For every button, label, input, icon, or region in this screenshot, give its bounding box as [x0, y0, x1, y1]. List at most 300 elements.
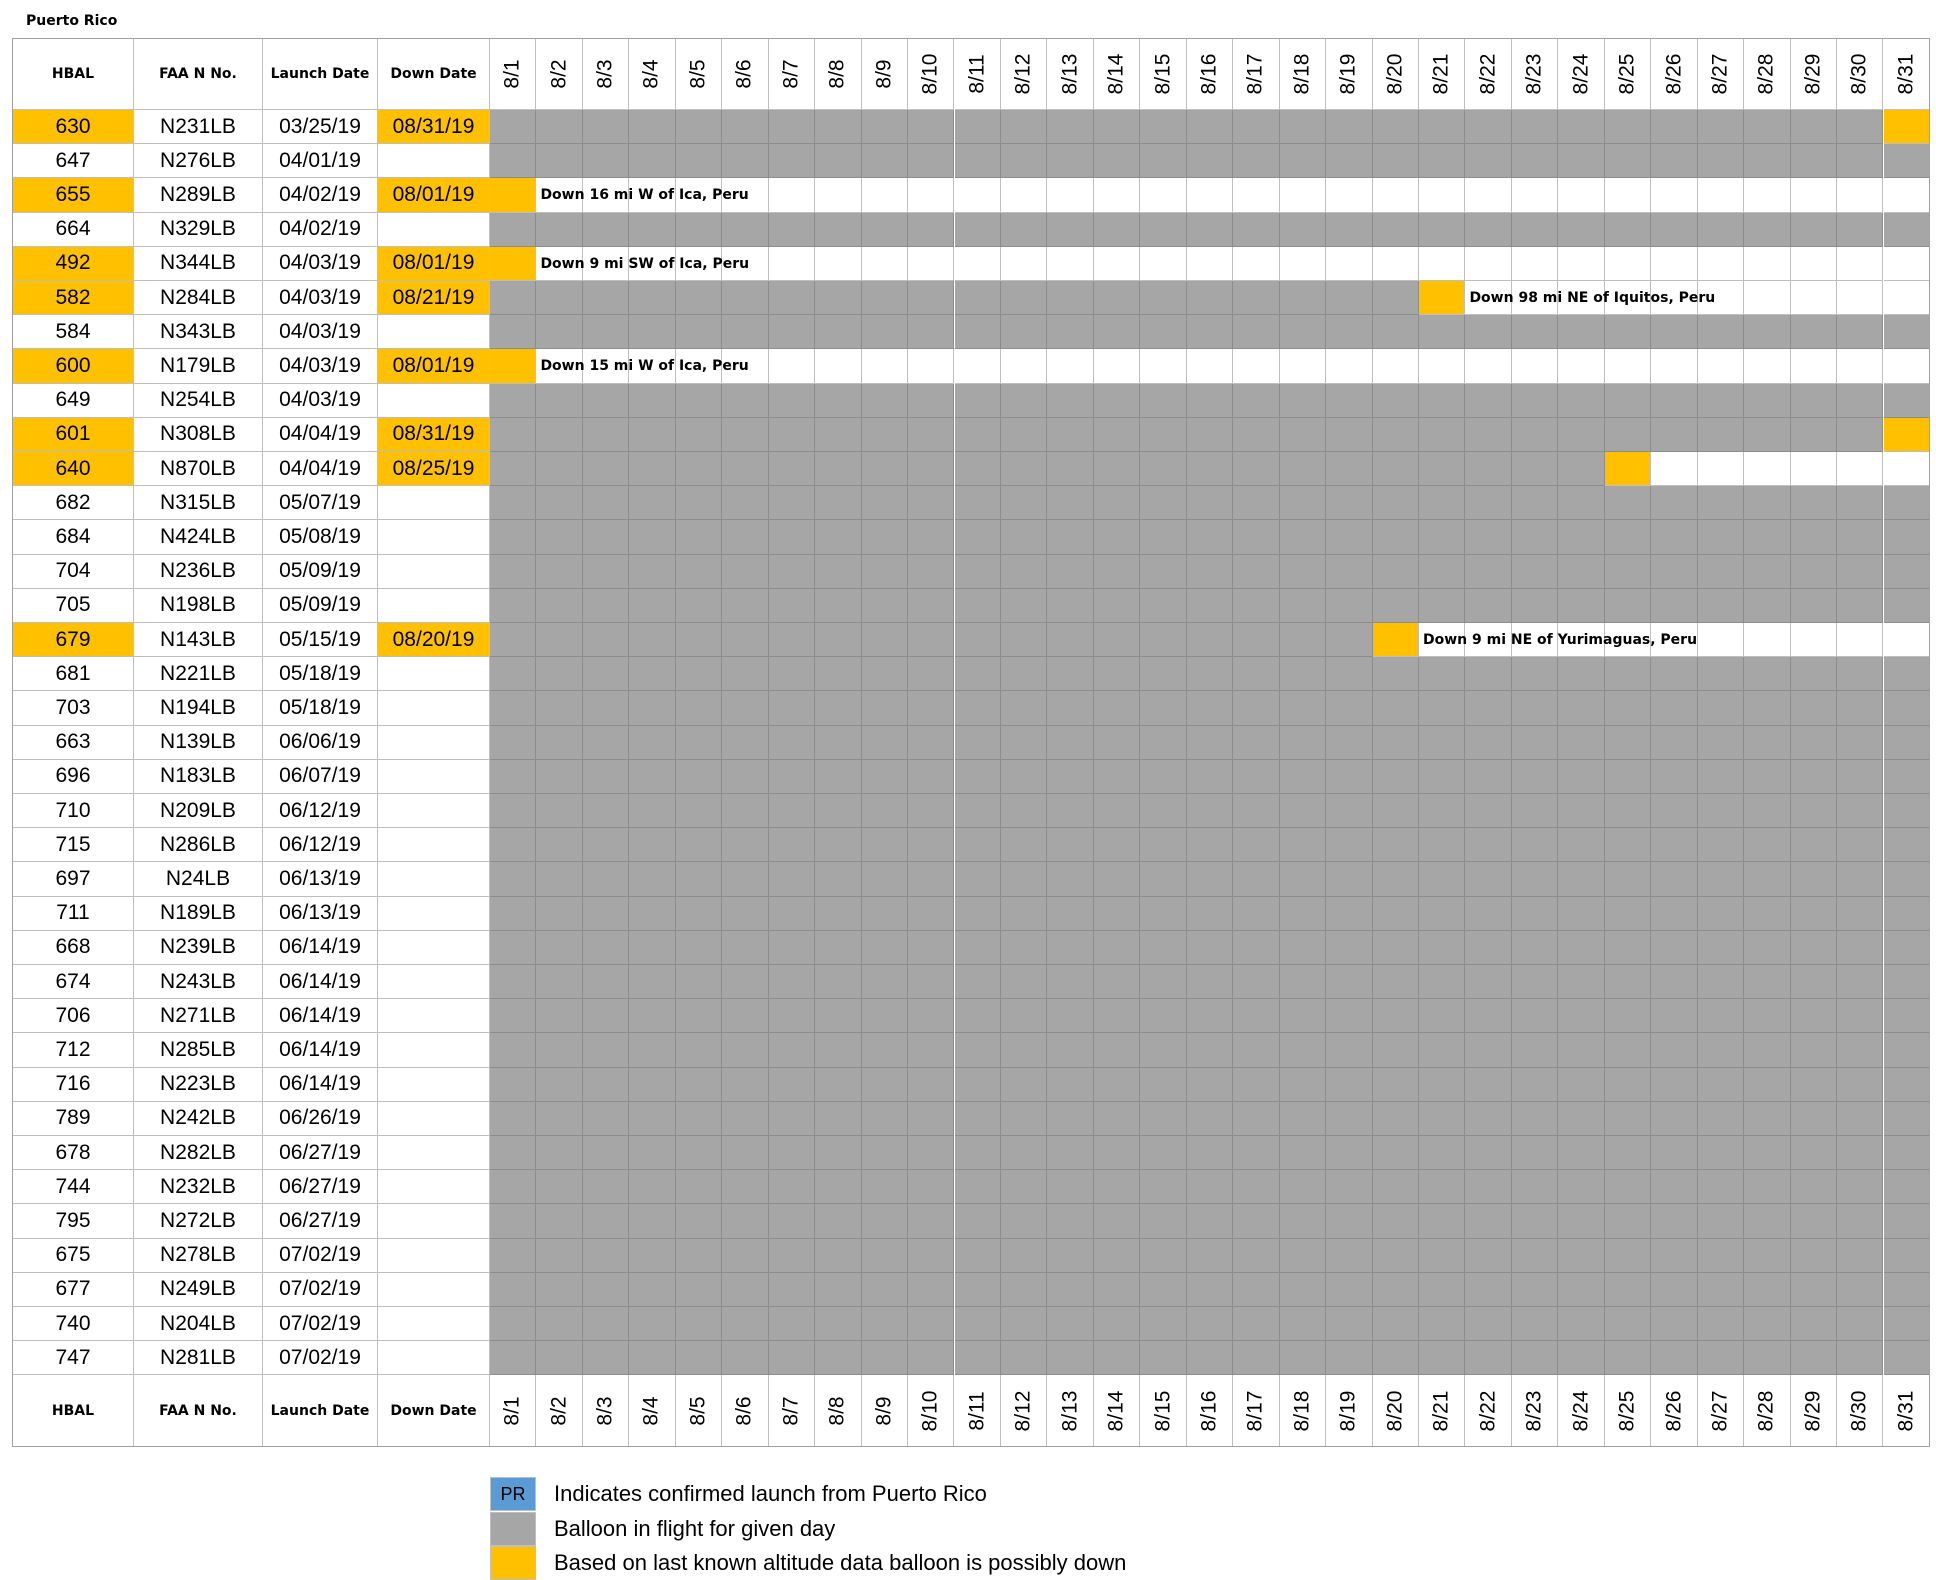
date-label: 8/26: [1661, 1390, 1685, 1432]
landed-day: [1187, 178, 1233, 212]
in-flight-day: [722, 794, 768, 828]
in-flight-day: [1233, 1273, 1279, 1307]
in-flight-day: [629, 1136, 675, 1170]
row-down-cell: [378, 1273, 490, 1307]
in-flight-day: [1744, 144, 1790, 178]
in-flight-day: [1744, 1068, 1790, 1102]
in-flight-day: [1465, 794, 1511, 828]
in-flight-day: [1047, 589, 1093, 623]
row-launch-cell: 04/03/19: [263, 281, 378, 315]
in-flight-day: [1140, 1068, 1186, 1102]
in-flight-day: [1512, 418, 1558, 452]
in-flight-day: [722, 520, 768, 554]
in-flight-day: [1651, 589, 1697, 623]
in-flight-day: [536, 726, 582, 760]
landed-day: [1140, 178, 1186, 212]
in-flight-day: [955, 589, 1001, 623]
in-flight-day: [1884, 794, 1930, 828]
in-flight-day: [1884, 897, 1930, 931]
in-flight-day: [1558, 555, 1604, 589]
in-flight-day: [769, 315, 815, 349]
in-flight-day: [1140, 520, 1186, 554]
in-flight-day: [1837, 897, 1883, 931]
in-flight-day: [1326, 520, 1372, 554]
row-launch-cell: 06/12/19: [263, 794, 378, 828]
in-flight-day: [1419, 828, 1465, 862]
in-flight-day: [1884, 486, 1930, 520]
landed-day: [1465, 178, 1511, 212]
in-flight-day: [1465, 589, 1511, 623]
in-flight-day: [1605, 418, 1651, 452]
row-launch-cell: 05/18/19: [263, 691, 378, 725]
row-hbal-cell: 705: [13, 589, 134, 623]
in-flight-day: [1791, 1170, 1837, 1204]
in-flight-day: [955, 897, 1001, 931]
landed-day: [1047, 349, 1093, 383]
row-hbal-cell: 679: [13, 623, 134, 657]
row-launch-cell: 04/02/19: [263, 178, 378, 212]
landed-day: [815, 349, 861, 383]
landed-day: [1837, 452, 1883, 486]
in-flight-day: [722, 1273, 768, 1307]
in-flight-day: [862, 623, 908, 657]
in-flight-day: [1233, 691, 1279, 725]
landed-day: [955, 349, 1001, 383]
header-date-14: [1094, 39, 1140, 110]
in-flight-day: [1651, 726, 1697, 760]
in-flight-day: [1047, 897, 1093, 931]
in-flight-day: [1326, 1033, 1372, 1067]
header-date-4: [629, 39, 675, 110]
in-flight-day: [1651, 794, 1697, 828]
in-flight-day: [815, 144, 861, 178]
in-flight-day: [1233, 555, 1279, 589]
in-flight-day: [1791, 589, 1837, 623]
in-flight-day: [1837, 589, 1883, 623]
landed-day: [1651, 247, 1697, 281]
in-flight-day: [722, 315, 768, 349]
in-flight-day: [1605, 1033, 1651, 1067]
in-flight-day: [1837, 1170, 1883, 1204]
in-flight-day: [1140, 281, 1186, 315]
in-flight-day: [722, 1102, 768, 1136]
in-flight-day: [955, 1102, 1001, 1136]
in-flight-day: [1605, 828, 1651, 862]
in-flight-day: [815, 691, 861, 725]
in-flight-day: [862, 1033, 908, 1067]
in-flight-day: [536, 1136, 582, 1170]
in-flight-day: [629, 555, 675, 589]
in-flight-day: [629, 315, 675, 349]
in-flight-day: [1837, 384, 1883, 418]
in-flight-day: [1233, 760, 1279, 794]
date-label: 8/17: [1243, 1390, 1267, 1432]
in-flight-day: [1373, 144, 1419, 178]
in-flight-day: [1419, 555, 1465, 589]
in-flight-day: [955, 144, 1001, 178]
in-flight-day: [1280, 931, 1326, 965]
in-flight-day: [583, 452, 629, 486]
in-flight-day: [676, 1239, 722, 1273]
in-flight-day: [722, 726, 768, 760]
in-flight-day: [769, 1273, 815, 1307]
in-flight-day: [629, 589, 675, 623]
in-flight-day: [1001, 1273, 1047, 1307]
in-flight-day: [1094, 418, 1140, 452]
row-down-cell: [378, 555, 490, 589]
footer-date-1: [490, 1375, 536, 1447]
in-flight-day: [955, 999, 1001, 1033]
date-label: 8/20: [1383, 53, 1407, 95]
footer-faa: FAA N No.: [134, 1375, 263, 1447]
landed-day: [1001, 247, 1047, 281]
in-flight-day: [1837, 931, 1883, 965]
in-flight-day: [1047, 486, 1093, 520]
row-launch-cell: 04/01/19: [263, 144, 378, 178]
in-flight-day: [1326, 1273, 1372, 1307]
in-flight-day: [1465, 520, 1511, 554]
in-flight-day: [1558, 213, 1604, 247]
in-flight-day: [769, 931, 815, 965]
in-flight-day: [908, 931, 954, 965]
landed-day: [1884, 247, 1930, 281]
in-flight-day: [955, 657, 1001, 691]
in-flight-day: [490, 1239, 536, 1273]
row-launch-cell: 04/03/19: [263, 247, 378, 281]
row-hbal-cell: 697: [13, 862, 134, 896]
in-flight-day: [908, 862, 954, 896]
landed-day: [1744, 623, 1790, 657]
in-flight-day: [1837, 418, 1883, 452]
in-flight-day: [1373, 794, 1419, 828]
in-flight-day: [1419, 315, 1465, 349]
in-flight-day: [1233, 486, 1279, 520]
in-flight-day: [583, 931, 629, 965]
in-flight-day: [1047, 452, 1093, 486]
header-date-29: [1791, 39, 1837, 110]
row-faa-cell: N189LB: [134, 897, 263, 931]
footer-date-3: [583, 1375, 629, 1447]
date-label: 8/6: [732, 59, 756, 89]
in-flight-day: [1187, 315, 1233, 349]
in-flight-day: [676, 862, 722, 896]
in-flight-day: [908, 486, 954, 520]
in-flight-day: [908, 555, 954, 589]
possibly-down-marker: [490, 349, 536, 383]
in-flight-day: [862, 1136, 908, 1170]
landed-day: [1791, 452, 1837, 486]
in-flight-day: [1326, 760, 1372, 794]
in-flight-day: [1001, 691, 1047, 725]
in-flight-day: [1326, 1136, 1372, 1170]
in-flight-day: [862, 657, 908, 691]
in-flight-day: [676, 965, 722, 999]
in-flight-day: [490, 965, 536, 999]
in-flight-day: [862, 760, 908, 794]
in-flight-day: [1373, 931, 1419, 965]
in-flight-day: [1744, 760, 1790, 794]
in-flight-day: [1419, 794, 1465, 828]
in-flight-day: [1187, 691, 1233, 725]
header-date-2: [536, 39, 582, 110]
row-down-cell: [378, 760, 490, 794]
in-flight-day: [1744, 315, 1790, 349]
row-down-cell: [378, 965, 490, 999]
in-flight-day: [1233, 384, 1279, 418]
footer-date-7: [769, 1375, 815, 1447]
in-flight-day: [1837, 1273, 1883, 1307]
row-down-cell: [378, 384, 490, 418]
in-flight-day: [1094, 691, 1140, 725]
in-flight-day: [955, 452, 1001, 486]
header-date-15: [1140, 39, 1186, 110]
in-flight-day: [1187, 897, 1233, 931]
in-flight-day: [629, 144, 675, 178]
in-flight-day: [1001, 862, 1047, 896]
in-flight-day: [1465, 999, 1511, 1033]
in-flight-day: [1512, 657, 1558, 691]
in-flight-day: [1512, 897, 1558, 931]
date-label: 8/23: [1522, 53, 1546, 95]
in-flight-day: [536, 623, 582, 657]
in-flight-day: [1791, 691, 1837, 725]
in-flight-day: [722, 1307, 768, 1341]
in-flight-day: [1326, 589, 1372, 623]
legend-text: Balloon in flight for given day: [554, 1515, 836, 1541]
in-flight-day: [1884, 1170, 1930, 1204]
header-date-25: [1605, 39, 1651, 110]
in-flight-day: [1280, 897, 1326, 931]
footer-date-25: [1605, 1375, 1651, 1447]
in-flight-day: [1233, 794, 1279, 828]
in-flight-day: [955, 1033, 1001, 1067]
in-flight-day: [1651, 1136, 1697, 1170]
landed-day: [1373, 178, 1419, 212]
in-flight-day: [1744, 965, 1790, 999]
in-flight-day: [1233, 862, 1279, 896]
in-flight-day: [1001, 1341, 1047, 1375]
in-flight-day: [1419, 1307, 1465, 1341]
in-flight-day: [1884, 315, 1930, 349]
in-flight-day: [1558, 1273, 1604, 1307]
in-flight-day: [1465, 213, 1511, 247]
in-flight-day: [1605, 1341, 1651, 1375]
row-faa-cell: N308LB: [134, 418, 263, 452]
row-launch-cell: 04/04/19: [263, 418, 378, 452]
in-flight-day: [1001, 1170, 1047, 1204]
landed-day: [1233, 349, 1279, 383]
in-flight-day: [583, 1136, 629, 1170]
in-flight-day: [769, 1068, 815, 1102]
in-flight-day: [676, 1341, 722, 1375]
row-faa-cell: N243LB: [134, 965, 263, 999]
in-flight-day: [1558, 1136, 1604, 1170]
footer-date-30: [1837, 1375, 1883, 1447]
in-flight-day: [1558, 726, 1604, 760]
row-faa-cell: N179LB: [134, 349, 263, 383]
in-flight-day: [1140, 1204, 1186, 1238]
in-flight-day: [583, 1273, 629, 1307]
in-flight-day: [1744, 589, 1790, 623]
in-flight-day: [1140, 760, 1186, 794]
in-flight-day: [815, 862, 861, 896]
in-flight-day: [1419, 862, 1465, 896]
in-flight-day: [1187, 760, 1233, 794]
landed-day: [1837, 247, 1883, 281]
down-location-note: Down 98 mi NE of Iquitos, Peru: [1469, 290, 1716, 306]
in-flight-day: [1744, 897, 1790, 931]
row-launch-cell: 04/04/19: [263, 452, 378, 486]
in-flight-day: [1001, 384, 1047, 418]
in-flight-day: [1744, 1170, 1790, 1204]
in-flight-day: [536, 213, 582, 247]
in-flight-day: [1373, 965, 1419, 999]
row-faa-cell: N344LB: [134, 247, 263, 281]
in-flight-day: [1419, 213, 1465, 247]
landed-day: [1187, 247, 1233, 281]
in-flight-day: [1187, 555, 1233, 589]
in-flight-day: [1233, 1204, 1279, 1238]
in-flight-day: [1884, 1307, 1930, 1341]
in-flight-day: [1047, 623, 1093, 657]
in-flight-day: [1280, 1307, 1326, 1341]
row-hbal-cell: 703: [13, 691, 134, 725]
landed-day: [1744, 452, 1790, 486]
date-label: 8/9: [872, 59, 896, 89]
in-flight-day: [908, 418, 954, 452]
in-flight-day: [1233, 897, 1279, 931]
in-flight-day: [1791, 418, 1837, 452]
footer-date-20: [1373, 1375, 1419, 1447]
in-flight-day: [908, 213, 954, 247]
in-flight-day: [1280, 520, 1326, 554]
in-flight-day: [1373, 760, 1419, 794]
in-flight-day: [1512, 999, 1558, 1033]
in-flight-day: [629, 965, 675, 999]
footer-date-4: [629, 1375, 675, 1447]
in-flight-day: [1837, 657, 1883, 691]
in-flight-day: [1605, 555, 1651, 589]
in-flight-day: [955, 110, 1001, 144]
landed-day: [1698, 247, 1744, 281]
in-flight-day: [1651, 418, 1697, 452]
in-flight-day: [1512, 384, 1558, 418]
in-flight-day: [1558, 520, 1604, 554]
in-flight-day: [1512, 1273, 1558, 1307]
in-flight-day: [1651, 1273, 1697, 1307]
in-flight-day: [1373, 1341, 1419, 1375]
in-flight-day: [1140, 931, 1186, 965]
row-launch-cell: 06/13/19: [263, 862, 378, 896]
in-flight-day: [1605, 657, 1651, 691]
in-flight-day: [1698, 110, 1744, 144]
row-hbal-cell: 716: [13, 1068, 134, 1102]
in-flight-day: [769, 213, 815, 247]
in-flight-day: [1837, 1341, 1883, 1375]
footer-hbal: HBAL: [13, 1375, 134, 1447]
date-label: 8/25: [1615, 1390, 1639, 1432]
in-flight-day: [955, 418, 1001, 452]
in-flight-day: [1884, 1102, 1930, 1136]
in-flight-day: [1558, 452, 1604, 486]
in-flight-day: [722, 213, 768, 247]
in-flight-day: [722, 999, 768, 1033]
date-label: 8/30: [1847, 1390, 1871, 1432]
in-flight-day: [815, 452, 861, 486]
in-flight-day: [1512, 315, 1558, 349]
in-flight-day: [629, 862, 675, 896]
landed-day: [862, 349, 908, 383]
row-down-cell: [378, 1307, 490, 1341]
in-flight-day: [955, 555, 1001, 589]
in-flight-day: [769, 486, 815, 520]
in-flight-day: [1512, 862, 1558, 896]
in-flight-day: [1419, 931, 1465, 965]
in-flight-day: [1558, 589, 1604, 623]
footer-date-31: [1884, 1375, 1930, 1447]
row-down-cell: [378, 486, 490, 520]
in-flight-day: [908, 794, 954, 828]
in-flight-day: [769, 418, 815, 452]
in-flight-day: [1187, 1204, 1233, 1238]
in-flight-day: [1373, 555, 1419, 589]
in-flight-day: [1884, 965, 1930, 999]
in-flight-day: [908, 281, 954, 315]
in-flight-day: [1744, 520, 1790, 554]
in-flight-day: [1605, 1068, 1651, 1102]
in-flight-day: [1187, 794, 1233, 828]
landed-day: [1558, 178, 1604, 212]
landed-day: [1140, 349, 1186, 383]
in-flight-day: [1651, 486, 1697, 520]
footer-date-16: [1187, 1375, 1233, 1447]
in-flight-day: [1094, 828, 1140, 862]
in-flight-day: [1651, 965, 1697, 999]
in-flight-day: [583, 1068, 629, 1102]
date-label: 8/9: [872, 1396, 896, 1426]
in-flight-day: [1465, 691, 1511, 725]
in-flight-day: [1326, 691, 1372, 725]
in-flight-day: [1280, 555, 1326, 589]
in-flight-day: [1233, 1341, 1279, 1375]
landed-day: [815, 178, 861, 212]
in-flight-day: [1233, 931, 1279, 965]
footer-date-27: [1698, 1375, 1744, 1447]
in-flight-day: [1558, 657, 1604, 691]
in-flight-day: [1884, 1239, 1930, 1273]
in-flight-day: [1326, 1204, 1372, 1238]
in-flight-day: [1744, 828, 1790, 862]
in-flight-day: [769, 110, 815, 144]
row-faa-cell: N870LB: [134, 452, 263, 486]
in-flight-day: [1373, 862, 1419, 896]
in-flight-day: [815, 281, 861, 315]
in-flight-day: [583, 1307, 629, 1341]
in-flight-day: [1373, 1102, 1419, 1136]
in-flight-day: [629, 999, 675, 1033]
landed-day: [1233, 178, 1279, 212]
date-label: 8/2: [547, 59, 571, 89]
row-hbal-cell: 747: [13, 1341, 134, 1375]
in-flight-day: [1373, 110, 1419, 144]
in-flight-day: [769, 657, 815, 691]
in-flight-day: [1047, 1273, 1093, 1307]
in-flight-day: [1744, 1033, 1790, 1067]
in-flight-day: [629, 1033, 675, 1067]
in-flight-day: [1001, 1239, 1047, 1273]
in-flight-day: [1698, 794, 1744, 828]
in-flight-day: [1280, 657, 1326, 691]
